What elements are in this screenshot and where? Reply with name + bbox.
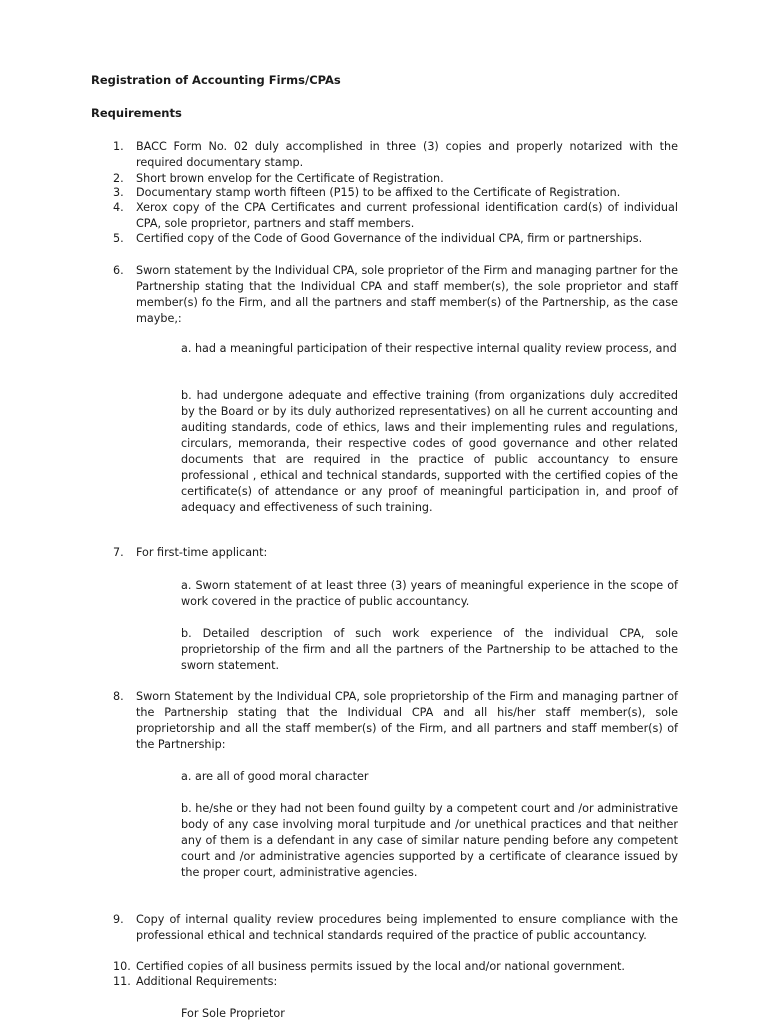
item-number: 1. xyxy=(113,140,124,153)
list-item xyxy=(113,545,678,561)
item-number: 11. xyxy=(113,975,131,988)
list-item xyxy=(113,912,678,944)
list-item xyxy=(113,263,678,327)
sub-item: For Sole Proprietor xyxy=(181,1007,285,1020)
item-number: 3. xyxy=(113,186,124,199)
item-text: Short brown envelop for the Certificate of Registration. xyxy=(136,172,444,185)
item-text: For first-time applicant: xyxy=(136,546,268,559)
item-text: Sworn statement by the Individual CPA, sole proprietor of the Firm and managing partner for the Partnership stating that the Individual CPA and staff member(s), the sole proprietor and staff member(s) fo the Firm, and all the partners and staff member(s) of the Partnership, as the case maybe,: xyxy=(136,264,678,325)
requirements-heading: Requirements xyxy=(91,106,182,120)
list-item xyxy=(113,689,678,753)
item-number: 10. xyxy=(113,960,131,973)
item-number: 8. xyxy=(113,690,124,703)
sub-item: b. had undergone adequate and effective training (from organizations duly accredited by the Board or by its duly authorized representatives) on all he current accounting and auditing standards, code of ethics, laws and their implementing rules and regulations, circulars, memoranda, their respective codes of good governance and other related documents that are required in the practice of public accountancy to ensure professional , ethical and technical standards, supported with the certified copies of the certificate(s) of attendance or any proof of meaningful participation in, and proof of adequacy and effectiveness of such training. xyxy=(181,389,678,514)
sub-item: b. he/she or they had not been found guilty by a competent court and /or administrative body of any case involving moral turpitude and /or unethical practices and that neither any of them is a defendant in any case of similar nature pending before any competent court and /or administrative agencies supported by a certificate of clearance issued by the proper court, administrative agencies. xyxy=(181,802,678,879)
item-number: 7. xyxy=(113,546,124,559)
item-number: 5. xyxy=(113,232,124,245)
item-text: BACC Form No. 02 duly accomplished in three (3) copies and properly notarized with the required documentary stamp. xyxy=(136,140,678,169)
item-number: 4. xyxy=(113,201,124,214)
list-item xyxy=(113,959,678,975)
list-item xyxy=(113,974,678,990)
sub-item: a. Sworn statement of at least three (3) years of meaningful experience in the scope of work covered in the practice of public accountancy. xyxy=(181,579,678,608)
item-text: Certified copies of all business permits issued by the local and/or national government. xyxy=(136,960,625,973)
sub-item: a. had a meaningful participation of their respective internal quality review process, and xyxy=(181,342,677,355)
item-text: Documentary stamp worth fifteen (P15) to be affixed to the Certificate of Registration. xyxy=(136,186,621,199)
item-text: Sworn Statement by the Individual CPA, sole proprietorship of the Firm and managing partner of the Partnership stating that the Individual CPA and all his/her staff member(s), sole proprietorship and all the staff member(s) of the Firm, and all partners and staff member(s) of the Partnership: xyxy=(136,690,678,751)
sub-item: a. are all of good moral character xyxy=(181,770,369,783)
item-text: Xerox copy of the CPA Certificates and current professional identification card(s) of individual CPA, sole proprietor, partners and staff members. xyxy=(136,201,678,230)
item-text: Certified copy of the Code of Good Governance of the individual CPA, firm or partnerships. xyxy=(136,232,643,245)
item-number: 6. xyxy=(113,264,124,277)
item-number: 2. xyxy=(113,172,124,185)
sub-item: b. Detailed description of such work experience of the individual CPA, sole proprietorship of the firm and all the partners of the Partnership to be attached to the sworn statement. xyxy=(181,627,678,672)
list-item xyxy=(113,139,678,171)
list-item xyxy=(113,200,678,232)
item-number: 9. xyxy=(113,913,124,926)
list-item xyxy=(113,185,678,201)
item-text: Copy of internal quality review procedures being implemented to ensure compliance with the professional ethical and technical standards required of the practice of public accountancy. xyxy=(136,913,678,942)
item-text: Additional Requirements: xyxy=(136,975,278,988)
list-item xyxy=(113,231,678,247)
document-title: Registration of Accounting Firms/CPAs xyxy=(91,73,341,87)
